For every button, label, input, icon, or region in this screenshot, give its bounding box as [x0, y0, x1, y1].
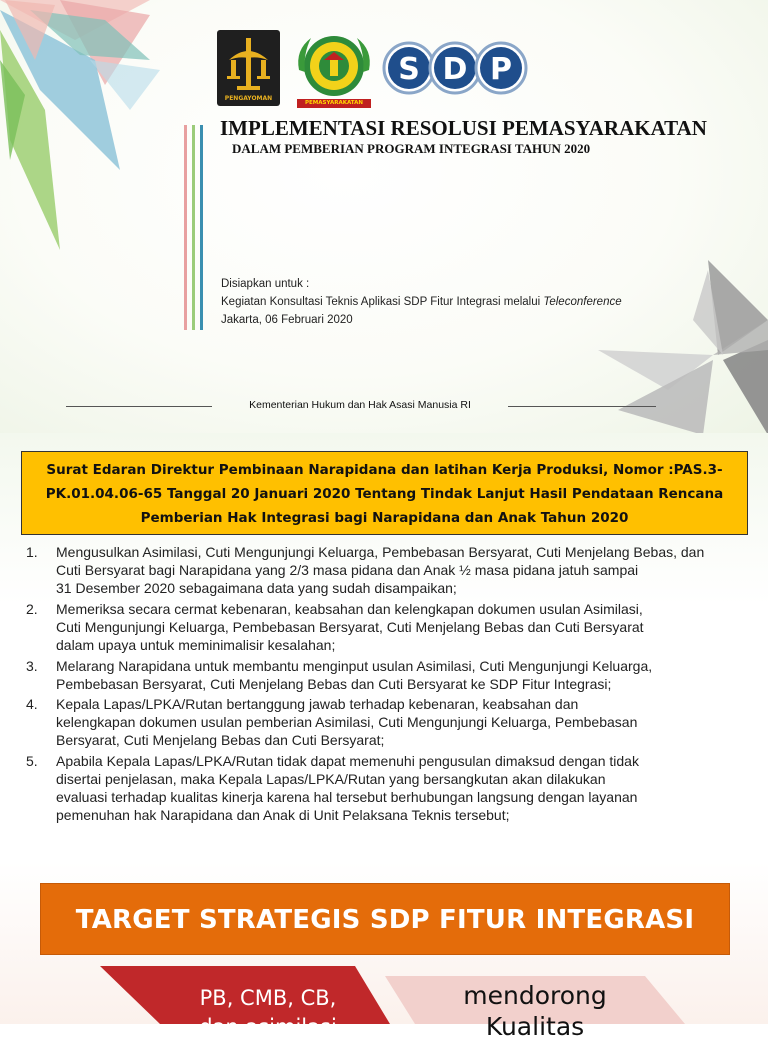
- list-item-text: [56, 657, 762, 693]
- list-item-number: 3.: [26, 658, 38, 674]
- page-title: IMPLEMENTASI RESOLUSI PEMASYARAKATAN: [220, 116, 707, 140]
- target-left-text: PB, CMB, CB,: [199, 986, 337, 1010]
- page-subtitle: DALAM PEMBERIAN PROGRAM INTEGRASI TAHUN 2020: [232, 141, 591, 156]
- list-item-line: evaluasi terhadap kualitas kinerja karena hal tersebut berhubungan langsung dengan layanan: [56, 789, 638, 805]
- divider-right: [508, 406, 656, 407]
- list-item-number: 1.: [26, 544, 38, 560]
- list-item-line: Melarang Narapidana untuk membantu menginput usulan Asimilasi, Cuti Mengunjungi Keluarga,: [56, 658, 653, 674]
- sdp-logo: [383, 34, 528, 102]
- ministry-name: Kementerian Hukum dan Hak Asasi Manusia RI: [249, 399, 471, 411]
- accent-bar-pink: [184, 125, 187, 330]
- pemasyarakatan-caption: PEMASYARAKATAN: [297, 99, 371, 108]
- prepared-place-date: Jakarta, 06 Februari 2020: [221, 314, 353, 326]
- circular-title-line: PK.01.04.06-65 Tanggal 20 Januari 2020 Tentang Tindak Lanjut Hasil Pendataan Rencana: [45, 486, 724, 502]
- accent-bar-green: [192, 125, 195, 330]
- list-item-line: Cuti Mengunjungi Keluarga, Pembebasan Bersyarat, Cuti Menjelang Bebas dan Cuti Bersyarat: [56, 619, 644, 635]
- circular-title-line: Pemberian Hak Integrasi bagi Narapidana dan Anak Tahun 2020: [140, 510, 629, 526]
- circular-title-line: Surat Edaran Direktur Pembinaan Narapidana dan latihan Kerja Produksi, Nomor :PAS.3-: [46, 462, 723, 478]
- list-item-number: 4.: [26, 696, 38, 712]
- leaf-decoration: [0, 0, 210, 260]
- accent-bar-blue: [200, 125, 203, 330]
- prepared-event-text: Kegiatan Konsultasi Teknis Aplikasi SDP Fitur Integrasi melalui: [221, 296, 541, 308]
- list-item-line: kelengkapan dokumen usulan pemberian Asimilasi, Cuti Mengunjungi Keluarga, Pembebasan: [56, 714, 638, 730]
- list-item-text: [56, 600, 762, 654]
- divider-left: [66, 406, 212, 407]
- list-item-line: disertai penjelasan, maka Kepala Lapas/LPKA/Rutan yang bersangkutan akan dilakukan: [56, 771, 606, 787]
- target-right-text-2: Kualitas: [485, 1012, 585, 1041]
- prepared-event: [221, 296, 622, 308]
- title-slide: [0, 0, 768, 433]
- circular-title-box: [21, 451, 748, 535]
- list-item-line: Kepala Lapas/LPKA/Rutan bertanggung jawab terhadap kebenaran, keabsahan dan: [56, 696, 579, 712]
- list-item-line: pemenuhan hak Narapidana dan Anak di Unit Pelaksana Teknis tersebut;: [56, 807, 510, 823]
- list-item-line: Apabila Kepala Lapas/LPKA/Rutan tidak dapat memenuhi pengusulan dimaksud dengan tidak: [56, 753, 639, 769]
- list-item-text: [56, 695, 762, 749]
- list-item-line: Memeriksa secara cermat kebenaran, keabsahan dan kelengkapan dokumen usulan Asimilasi,: [56, 601, 643, 617]
- list-item-line: Bersyarat, Cuti Menjelang Bebas dan Cuti Bersyarat;: [56, 732, 385, 748]
- list-item-line: Pembebasan Bersyarat, Cuti Menjelang Bebas dan Cuti Bersyarat ke SDP Fitur Integrasi;: [56, 676, 612, 692]
- list-item-line: Cuti Bersyarat bagi Narapidana yang 2/3 masa pidana dan Anak ½ masa pidana jatuh sampai: [56, 562, 639, 578]
- prepared-label: Disiapkan untuk :: [221, 278, 310, 290]
- pemasyarakatan-logo: [291, 30, 377, 110]
- list-item-line: dalam upaya untuk meminimalisir kesalahan;: [56, 637, 336, 653]
- target-right-text: mendorong: [463, 981, 607, 1010]
- pemasyarakatan-emblem-icon: [291, 30, 377, 102]
- list-item-line: 31 Desember 2020 sebagaimana data yang sudah disampaikan;: [56, 580, 457, 596]
- list-item-number: 2.: [26, 601, 38, 617]
- list-item-text: [56, 752, 762, 824]
- target-left-text-2: dan asimilasi: [199, 1015, 337, 1039]
- target-banner: TARGET STRATEGIS SDP FITUR INTEGRASI: [40, 883, 730, 955]
- prepared-event-italic: Teleconference: [543, 296, 622, 308]
- target-slide: [0, 862, 768, 1041]
- list-item-text: [56, 543, 762, 597]
- sdp-letter-d: D: [442, 52, 468, 87]
- pengayoman-logo: [217, 30, 280, 106]
- list-item-number: 5.: [26, 753, 38, 769]
- star-decoration: [598, 260, 768, 435]
- circular-slide: [0, 433, 768, 862]
- sdp-letter-p: P: [490, 52, 512, 87]
- sdp-letter-s: S: [398, 52, 420, 87]
- pengayoman-emblem-icon: [217, 30, 280, 96]
- pengayoman-caption: PENGAYOMAN: [224, 95, 273, 102]
- list-item-line: Mengusulkan Asimilasi, Cuti Mengunjungi Keluarga, Pembebasan Bersyarat, Cuti Menjelang Bebas, dan: [56, 544, 705, 560]
